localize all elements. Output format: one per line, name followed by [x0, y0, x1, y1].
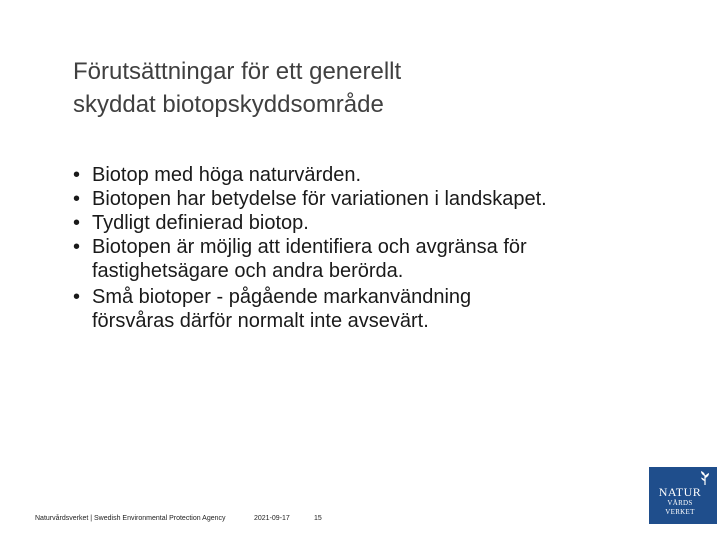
bullet-text: Tydligt definierad biotop. [92, 212, 309, 234]
bullet-list [73, 163, 673, 333]
naturvardsverket-logo [649, 467, 717, 524]
bullet-text-line: Små biotoper - pågående markanvändning [92, 286, 472, 308]
bullet-item [73, 285, 673, 333]
logo-line-3: VERKET [665, 508, 695, 516]
bullet-marker: • [73, 164, 81, 186]
plant-icon [697, 470, 713, 486]
title-line-2: skyddat biotopskyddsområde [73, 91, 384, 118]
bullet-text: Biotopen har betydelse för variationen i landskapet. [92, 188, 547, 210]
bullet-text: Biotop med höga naturvärden. [92, 164, 362, 186]
bullet-text-line: fastighetsägare och andra berörda. [92, 260, 404, 282]
logo-line-1: NATUR [658, 485, 702, 499]
bullet-marker: • [73, 212, 81, 234]
logo-line-2: VÅRDS [667, 499, 693, 507]
footer-org: Naturvårdsverket | Swedish Environmental Protection Agency [35, 515, 226, 522]
bullet-item [73, 187, 673, 211]
bullet-item [73, 211, 673, 235]
bullet-item [73, 163, 673, 187]
bullet-text-line: Biotopen är möjlig att identifiera och avgränsa för [92, 236, 527, 258]
bullet-marker: • [73, 188, 81, 210]
bullet-marker: • [73, 236, 81, 258]
bullet-item [73, 235, 673, 283]
bullet-marker: • [73, 286, 81, 308]
footer-date: 2021-09-17 [254, 515, 290, 522]
footer [0, 515, 720, 529]
bullet-text-line: försvåras därför normalt inte avsevärt. [92, 310, 429, 332]
slide-title [73, 55, 633, 121]
footer-page-number: 15 [314, 515, 322, 522]
title-line-1: Förutsättningar för ett generellt [73, 58, 402, 85]
